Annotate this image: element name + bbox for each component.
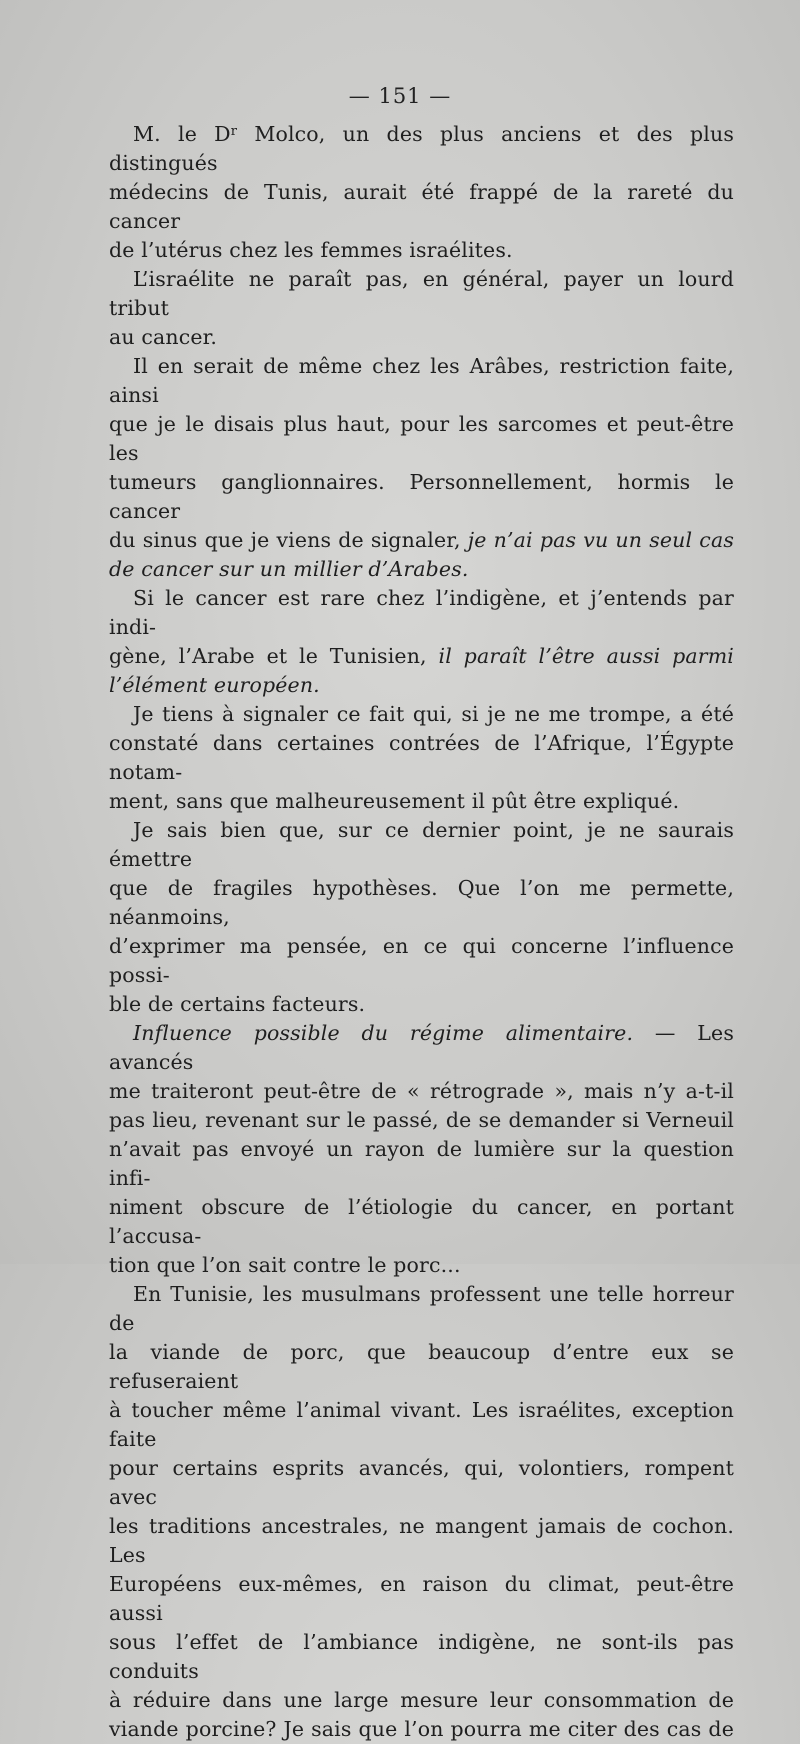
text-run: de l’utérus chez les femmes israélites. [109, 238, 513, 262]
text-line [109, 410, 734, 468]
text-line [109, 1251, 734, 1280]
text-line [109, 1135, 734, 1193]
text-line [109, 120, 734, 178]
text-line [109, 787, 734, 816]
text-line [109, 178, 734, 236]
text-run: Il en serait de même chez les Arâbes, restriction faite, ainsi [109, 354, 734, 407]
paragraph [109, 265, 734, 352]
paragraph [109, 1280, 734, 1744]
text-line [109, 1454, 734, 1512]
text-line [109, 932, 734, 990]
text-run: à réduire dans une large mesure leur consommation de [109, 1688, 734, 1712]
text-run: Européens eux-mêmes, en raison du climat, peut-être aussi [109, 1572, 734, 1625]
text-run: niment obscure de l’étiologie du cancer, en portant l’accusa- [109, 1195, 734, 1248]
italic-text: je n’ai pas vu un seul cas [467, 528, 734, 552]
text-run: gène, l’Arabe et le Tunisien, [109, 644, 439, 668]
text-line [109, 1106, 734, 1135]
text-line [109, 816, 734, 874]
italic-text: l’élément européen. [109, 673, 320, 697]
text-run: que je le disais plus haut, pour les sarcomes et peut-être les [109, 412, 734, 465]
text-run: — Les avancés [109, 1021, 735, 1074]
text-line [109, 874, 734, 932]
text-line [109, 990, 734, 1019]
text-run: au cancer. [109, 325, 218, 349]
paragraph [109, 352, 734, 584]
text-run: du sinus que je viens de signaler, [109, 528, 468, 552]
text-run: constaté dans certaines contrées de l’Afrique, l’Égypte notam- [109, 731, 734, 784]
italic-text: Influence possible du régime alimentaire. [133, 1021, 634, 1045]
text-run: me traiteront peut-être de « rétrograde », mais n’y a-t-il [109, 1079, 734, 1103]
text-run: à toucher même l’animal vivant. Les israélites, exception faite [109, 1398, 734, 1451]
text-run: les traditions ancestrales, ne mangent jamais de cochon. Les [109, 1514, 734, 1567]
text-line [109, 236, 734, 265]
text-line [109, 1338, 734, 1396]
text-line [109, 1077, 734, 1106]
text-run: Si le cancer est rare chez l’indigène, et j’entends par indi- [109, 586, 734, 639]
text-line [109, 265, 734, 323]
paragraph [109, 584, 734, 700]
text-run: ment, sans que malheureusement il pût être expliqué. [109, 789, 680, 813]
paragraph [109, 700, 734, 816]
text-run: M. le D [133, 122, 231, 146]
text-line [109, 1570, 734, 1628]
text-line [109, 352, 734, 410]
text-line [109, 555, 734, 584]
text-line [109, 1019, 734, 1077]
paragraph [109, 1019, 734, 1280]
text-line [109, 700, 734, 729]
text-line [109, 642, 734, 671]
text-run: que de fragiles hypothèses. Que l’on me permette, néanmoins, [109, 876, 734, 929]
text-line [109, 1193, 734, 1251]
text-run: En Tunisie, les musulmans professent une telle horreur de [109, 1282, 734, 1335]
page-number: — 151 — [348, 84, 452, 108]
text-line [109, 1686, 734, 1715]
text-run: sous l’effet de l’ambiance indigène, ne sont-ils pas conduits [109, 1630, 734, 1683]
text-run: la viande de porc, que beaucoup d’entre eux se refuseraient [109, 1340, 734, 1393]
italic-text: il paraît l’être aussi parmi [438, 644, 734, 668]
text-run: viande porcine? Je sais que l’on pourra me citer des cas de [109, 1717, 734, 1741]
text-line [109, 323, 734, 352]
text-line [109, 1512, 734, 1570]
superscript: r [230, 124, 238, 139]
text-run: pour certains esprits avancés, qui, volontiers, rompent avec [109, 1456, 734, 1509]
text-run: pas lieu, revenant sur le passé, de se demander si Verneuil [109, 1108, 734, 1132]
text-run: n’avait pas envoyé un rayon de lumière sur la question infi- [109, 1137, 734, 1190]
text-run: Molco, un des plus anciens et des plus distingués [109, 122, 734, 175]
text-line [109, 1628, 734, 1686]
text-line [109, 526, 734, 555]
text-run: L’israélite ne paraît pas, en général, payer un lourd tribut [109, 267, 734, 320]
paragraph [109, 816, 734, 1019]
text-line [109, 584, 734, 642]
text-run: d’exprimer ma pensée, en ce qui concerne l’influence possi- [109, 934, 734, 987]
text-line [109, 1280, 734, 1338]
text-run: Je sais bien que, sur ce dernier point, je ne saurais émettre [109, 818, 734, 871]
text-line [109, 468, 734, 526]
text-run: médecins de Tunis, aurait été frappé de la rareté du cancer [109, 180, 734, 233]
body-text [109, 120, 734, 1744]
text-line [109, 671, 734, 700]
text-run: tion que l’on sait contre le porc... [109, 1253, 461, 1277]
text-run: ble de certains facteurs. [109, 992, 366, 1016]
italic-text: de cancer sur un millier d’Arabes. [109, 557, 469, 581]
text-run: tumeurs ganglionnaires. Personnellement, hormis le cancer [109, 470, 734, 523]
text-line [109, 1396, 734, 1454]
text-line [109, 729, 734, 787]
paragraph [109, 120, 734, 265]
text-line [109, 1715, 734, 1744]
text-run: Je tiens à signaler ce fait qui, si je ne me trompe, a été [133, 702, 734, 726]
